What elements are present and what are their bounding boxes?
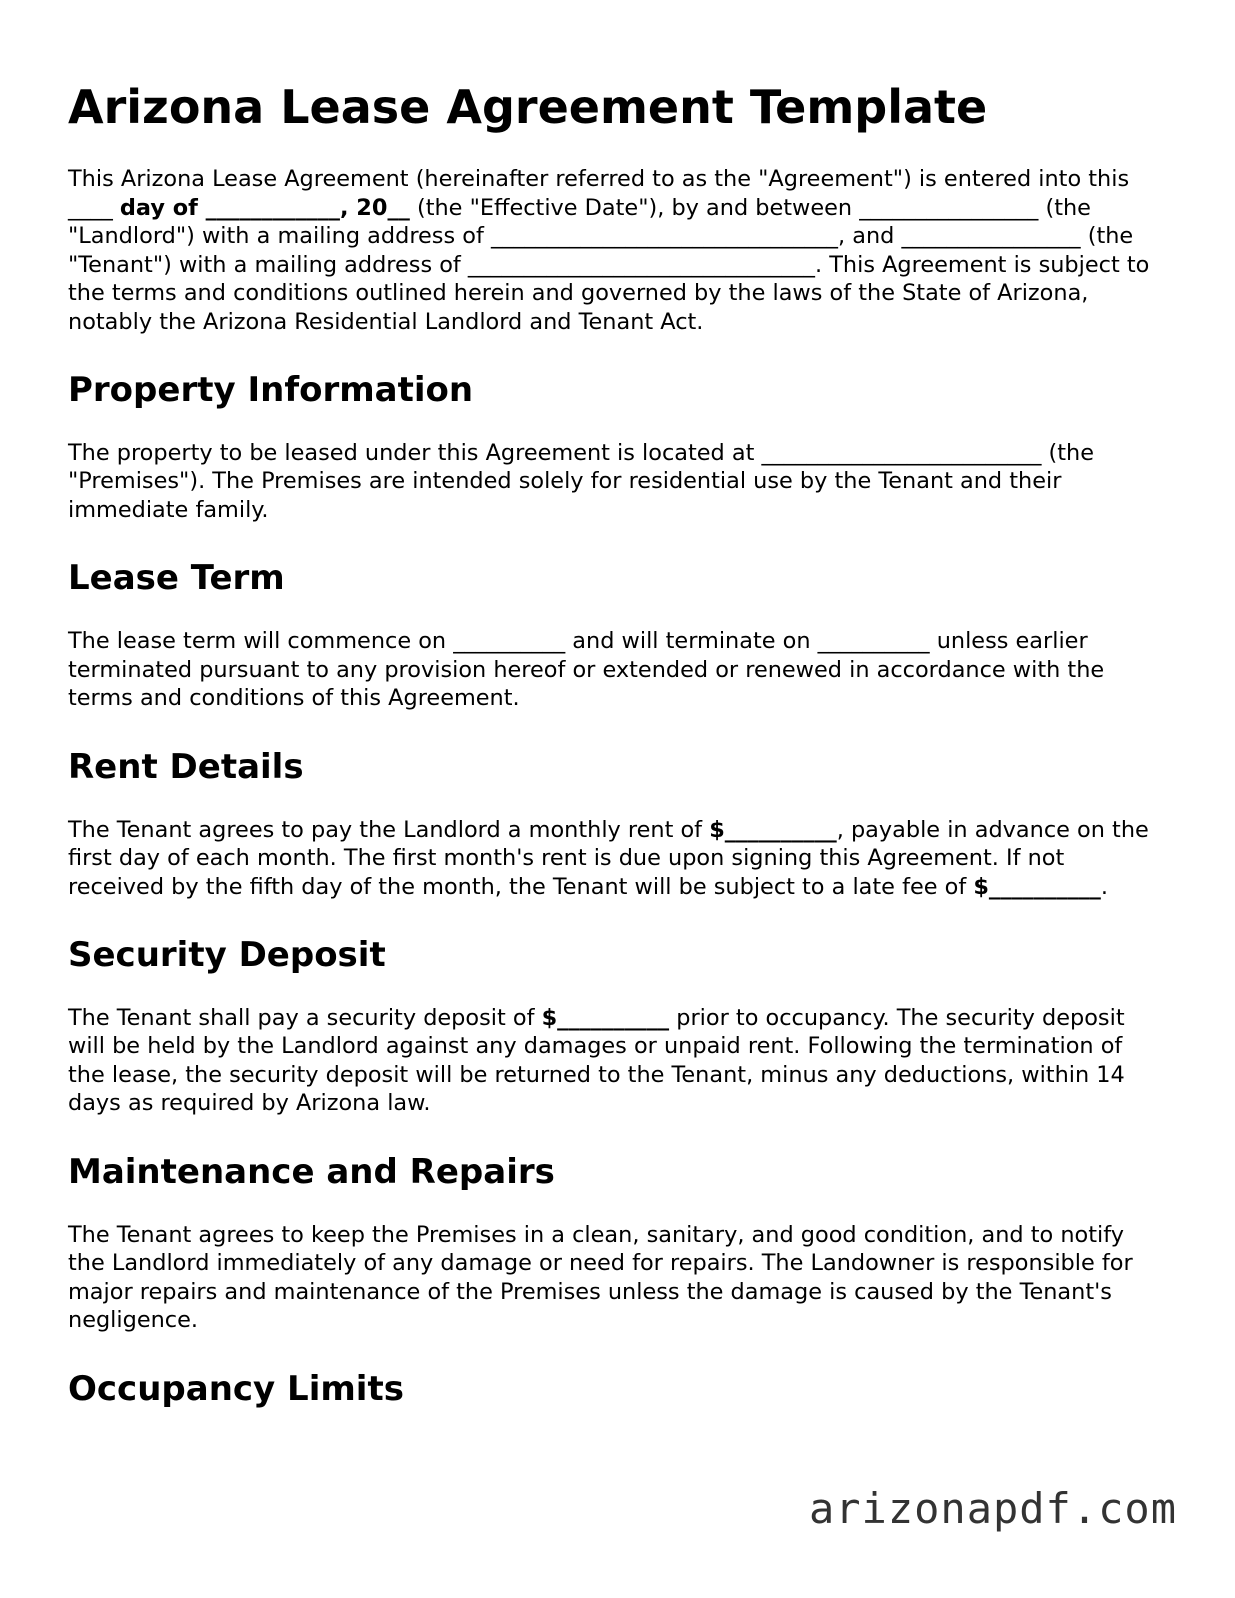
maintenance-paragraph: The Tenant agrees to keep the Premises in a clean, sanitary, and good condition, and to notify the Landlord immediately of any damage or need for repairs. The Landowner is responsible for major repairs and maintenance of the Premises unless the damage is caused by the Tenant's negligence. (68, 1221, 1133, 1334)
lease-term-heading: Lease Term (68, 558, 285, 599)
deposit-text-1: The Tenant shall pay a security deposit of (68, 1004, 542, 1031)
deposit-text-2: prior to occupancy. The security deposit will be held by the Landlord against any damages or unpaid rent. Following the termination of the lease, the security deposit will be returned to the Tenant, minus any deductions, within 14 days as required by Arizona law. (68, 1004, 1125, 1117)
lease-term-paragraph: The lease term will commence on __________ and will terminate on __________ unless earlier terminated pursuant to any provision hereof or extended or renewed in accordance with the terms and conditions of this Agreement. (68, 628, 1105, 712)
document-page (68, 80, 1158, 1437)
property-heading: Property Information (68, 370, 474, 411)
rent-heading: Rent Details (68, 746, 304, 787)
rent-paragraph (68, 816, 1158, 902)
intro-date-blank: day of ____________, 20__ (119, 194, 410, 221)
watermark-text: arizonapdf.com (808, 1484, 1177, 1533)
rent-text-2: , payable in advance on the first day of each month. The first month's rent is due upon signing this Agreement. If not received by the fifth day of the month, the Tenant will be subject to a late fee of (68, 816, 1149, 900)
maintenance-heading: Maintenance and Repairs (68, 1151, 555, 1192)
rent-amount-blank: $__________ (709, 816, 837, 843)
deposit-heading: Security Deposit (68, 935, 386, 976)
deposit-amount-blank: $__________ (541, 1004, 670, 1031)
rent-text-3: . (1100, 873, 1108, 900)
intro-text-1: This Arizona Lease Agreement (hereinafter referred to as the "Agreement") is entered into this ____ (68, 166, 1130, 221)
intro-paragraph (68, 165, 1158, 336)
rent-text-1: The Tenant agrees to pay the Landlord a monthly rent of (68, 816, 710, 843)
deposit-paragraph (68, 1004, 1158, 1118)
property-paragraph: The property to be leased under this Agreement is located at _________________________ (the "Premises"). The Premises are intended solely for residential use by the Tenant and their immediate family. (68, 439, 1094, 523)
intro-text-2: (the "Effective Date"), by and between ________________ (the "Landlord") with a mailing address of _______________________________, and ________________ (the "Tenant") with a mailing address of _______________________________. This Agreement is subject to the terms and conditions outlined herein and governed by the laws of the State of Arizona, notably the Arizona Residential Landlord and Tenant Act. (68, 194, 1150, 335)
document-title: Arizona Lease Agreement Template (68, 80, 988, 134)
occupancy-heading: Occupancy Limits (68, 1368, 404, 1409)
late-fee-blank: $__________ (973, 873, 1101, 900)
